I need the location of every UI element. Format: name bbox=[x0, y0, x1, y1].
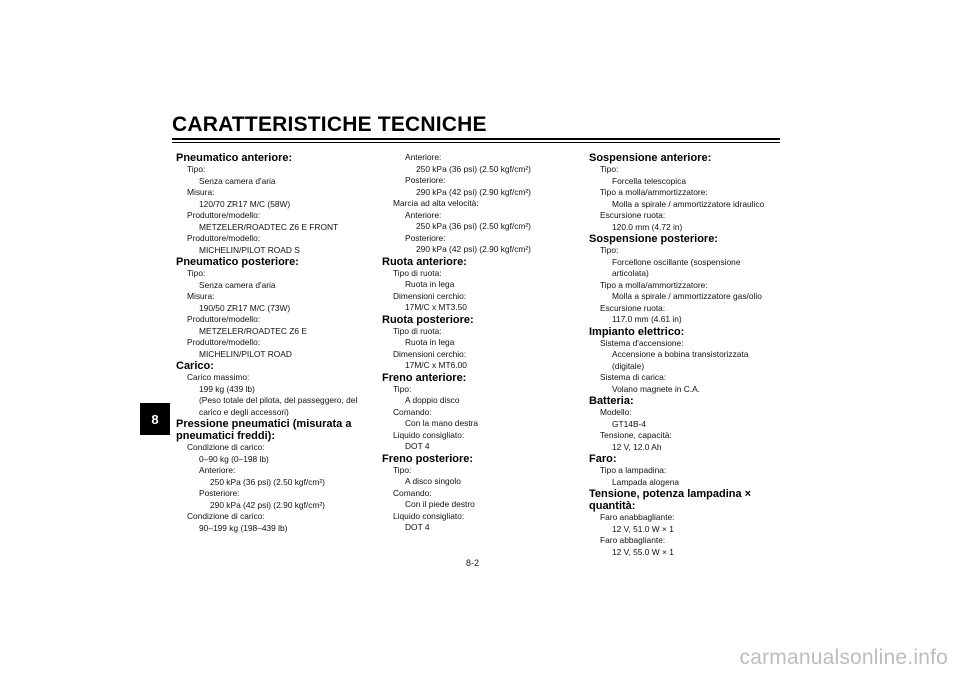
spec-line: Tipo di ruota: bbox=[393, 267, 442, 278]
section-heading: Sospensione posteriore: bbox=[589, 233, 718, 245]
spec-line: MICHELIN/PILOT ROAD bbox=[199, 348, 292, 359]
spec-line: METZELER/ROADTEC Z6 E bbox=[199, 325, 307, 336]
spec-line: MICHELIN/PILOT ROAD S bbox=[199, 244, 300, 255]
spec-line: Produttore/modello: bbox=[187, 314, 261, 324]
spec-line: Volano magnete in C.A. bbox=[612, 383, 700, 394]
spec-line: 290 kPa (42 psi) (2.90 kgf/cm²) bbox=[416, 244, 531, 254]
section-heading: Ruota anteriore: bbox=[382, 255, 467, 268]
spec-line: Faro abbagliante: bbox=[600, 535, 666, 545]
spec-line: Posteriore: bbox=[405, 232, 446, 243]
spec-line: Sistema d'accensione: bbox=[600, 337, 684, 348]
spec-line: Misura: bbox=[187, 187, 215, 197]
chapter-tab: 8 bbox=[140, 403, 170, 435]
spec-line: Accensione a bobina transistorizzata bbox=[612, 349, 749, 359]
spec-line: Condizione di carico: bbox=[187, 511, 265, 521]
title-rule-thick bbox=[172, 138, 780, 140]
section-heading: Pressione pneumatici (misurata a bbox=[176, 418, 352, 430]
spec-line: 12 V, 51.0 W × 1 bbox=[612, 523, 674, 534]
spec-line: Senza camera d'aria bbox=[199, 279, 276, 290]
spec-line: Comando: bbox=[393, 406, 432, 417]
spec-line: Carico massimo: bbox=[187, 372, 250, 382]
spec-line: 290 kPa (42 psi) (2.90 kgf/cm²) bbox=[210, 499, 325, 510]
spec-line: 17M/C x MT3.50 bbox=[405, 302, 467, 312]
spec-line: Tipo di ruota: bbox=[393, 325, 442, 336]
spec-line: Molla a spirale / ammortizzatore idraulico bbox=[612, 198, 765, 209]
spec-line: Tipo: bbox=[600, 164, 619, 174]
spec-line: Con la mano destra bbox=[405, 418, 479, 428]
spec-line: A disco singolo bbox=[405, 476, 461, 486]
section-heading: Ruota posteriore: bbox=[382, 313, 474, 326]
spec-line: 120/70 ZR17 M/C (58W) bbox=[199, 198, 291, 209]
spec-line: 90–199 kg (198–439 lb) bbox=[199, 522, 288, 533]
spec-line: Con il piede destro bbox=[405, 499, 475, 509]
spec-column-2 bbox=[382, 152, 572, 534]
spec-line: Faro anabbagliante: bbox=[600, 512, 675, 522]
section-heading: Freno anteriore: bbox=[382, 371, 467, 384]
spec-line: Tensione, capacità: bbox=[600, 430, 672, 440]
spec-line: Escursione ruota: bbox=[600, 302, 666, 313]
spec-line: 12 V, 12.0 Ah bbox=[612, 441, 662, 452]
spec-line: 17M/C x MT6.00 bbox=[405, 360, 467, 370]
spec-line: Molla a spirale / ammortizzatore gas/olio bbox=[612, 291, 762, 301]
spec-line: Marcia ad alta velocità: bbox=[393, 198, 479, 208]
spec-line: (Peso totale del pilota, del passeggero, del bbox=[199, 395, 358, 405]
spec-line: Tipo a molla/ammortizzatore: bbox=[600, 279, 708, 290]
spec-line: 199 kg (439 lb) bbox=[199, 383, 255, 394]
spec-line: Produttore/modello: bbox=[187, 210, 261, 220]
spec-line: Ruota in lega bbox=[405, 279, 455, 289]
spec-line: Dimensioni cerchio: bbox=[393, 348, 467, 359]
spec-line: Tipo: bbox=[600, 245, 619, 255]
spec-line: DOT 4 bbox=[405, 441, 430, 451]
spec-line: Liquido consigliato: bbox=[393, 510, 465, 521]
spec-line: Tipo a lampadina: bbox=[600, 465, 667, 475]
spec-line: articolata) bbox=[612, 268, 649, 278]
spec-line: GT14B-4 bbox=[612, 418, 646, 429]
spec-column-3 bbox=[589, 152, 789, 558]
spec-line: Produttore/modello: bbox=[187, 337, 261, 347]
spec-line: METZELER/ROADTEC Z6 E FRONT bbox=[199, 221, 339, 232]
section-heading: Batteria: bbox=[589, 395, 634, 407]
spec-line: Tipo: bbox=[393, 464, 412, 475]
spec-line: Modello: bbox=[600, 407, 632, 417]
spec-line: Tipo: bbox=[187, 268, 206, 278]
spec-line: 290 kPa (42 psi) (2.90 kgf/cm²) bbox=[416, 186, 531, 197]
section-heading: Tensione, potenza lampadina × quantità: bbox=[589, 488, 752, 512]
spec-line: 117.0 mm (4.61 in) bbox=[612, 314, 682, 324]
spec-line: Sistema di carica: bbox=[600, 372, 667, 382]
spec-line: Tipo a molla/ammortizzatore: bbox=[600, 187, 708, 197]
section-heading: Pneumatico anteriore: bbox=[176, 152, 293, 164]
section-heading: pneumatici freddi): bbox=[176, 430, 276, 442]
spec-line: Anteriore: bbox=[405, 209, 442, 220]
page-number: 8-2 bbox=[466, 558, 480, 568]
spec-line: 0–90 kg (0–198 lb) bbox=[199, 453, 269, 464]
spec-line: Senza camera d'aria bbox=[199, 175, 276, 186]
title-rule-thin bbox=[172, 142, 780, 143]
spec-line: Forcella telescopica bbox=[612, 175, 687, 186]
section-heading: Faro: bbox=[589, 453, 617, 465]
spec-line: Anteriore: bbox=[199, 465, 236, 475]
spec-line: Escursione ruota: bbox=[600, 210, 666, 220]
spec-line: 250 kPa (36 psi) (2.50 kgf/cm²) bbox=[416, 163, 531, 174]
spec-line: Tipo: bbox=[187, 164, 206, 174]
section-heading: Sospensione anteriore: bbox=[589, 152, 712, 164]
spec-line: Forcellone oscillante (sospensione bbox=[612, 256, 741, 267]
spec-line: A doppio disco bbox=[405, 395, 460, 405]
spec-line: Ruota in lega bbox=[405, 337, 455, 347]
spec-line: Dimensioni cerchio: bbox=[393, 290, 467, 301]
section-heading: Carico: bbox=[176, 360, 214, 372]
spec-line: Anteriore: bbox=[405, 152, 442, 162]
spec-line: Liquido consigliato: bbox=[393, 429, 465, 440]
spec-line: Tipo: bbox=[393, 383, 412, 394]
spec-line: DOT 4 bbox=[405, 522, 430, 532]
spec-line: Condizione di carico: bbox=[187, 442, 265, 452]
spec-line: 120.0 mm (4.72 in) bbox=[612, 221, 683, 232]
spec-line: (digitale) bbox=[612, 360, 645, 371]
spec-column-1 bbox=[176, 152, 376, 534]
watermark: carmanualsonline.info bbox=[739, 646, 948, 669]
spec-line: 12 V, 55.0 W × 1 bbox=[612, 546, 674, 557]
spec-line: Comando: bbox=[393, 487, 432, 498]
spec-line: 250 kPa (36 psi) (2.50 kgf/cm²) bbox=[416, 221, 531, 231]
spec-line: Produttore/modello: bbox=[187, 233, 261, 243]
section-heading: Freno posteriore: bbox=[382, 452, 474, 465]
spec-line: Posteriore: bbox=[199, 488, 240, 498]
section-heading: Impianto elettrico: bbox=[589, 325, 685, 338]
spec-line: Misura: bbox=[187, 291, 215, 301]
spec-line: Lampada alogena bbox=[612, 476, 680, 487]
page-title: CARATTERISTICHE TECNICHE bbox=[172, 113, 487, 136]
spec-line: 190/50 ZR17 M/C (73W) bbox=[199, 302, 291, 313]
spec-line: Posteriore: bbox=[405, 175, 446, 185]
section-heading: Pneumatico posteriore: bbox=[176, 256, 299, 268]
spec-line: carico e degli accessori) bbox=[199, 406, 289, 417]
spec-line: 250 kPa (36 psi) (2.50 kgf/cm²) bbox=[210, 476, 325, 487]
